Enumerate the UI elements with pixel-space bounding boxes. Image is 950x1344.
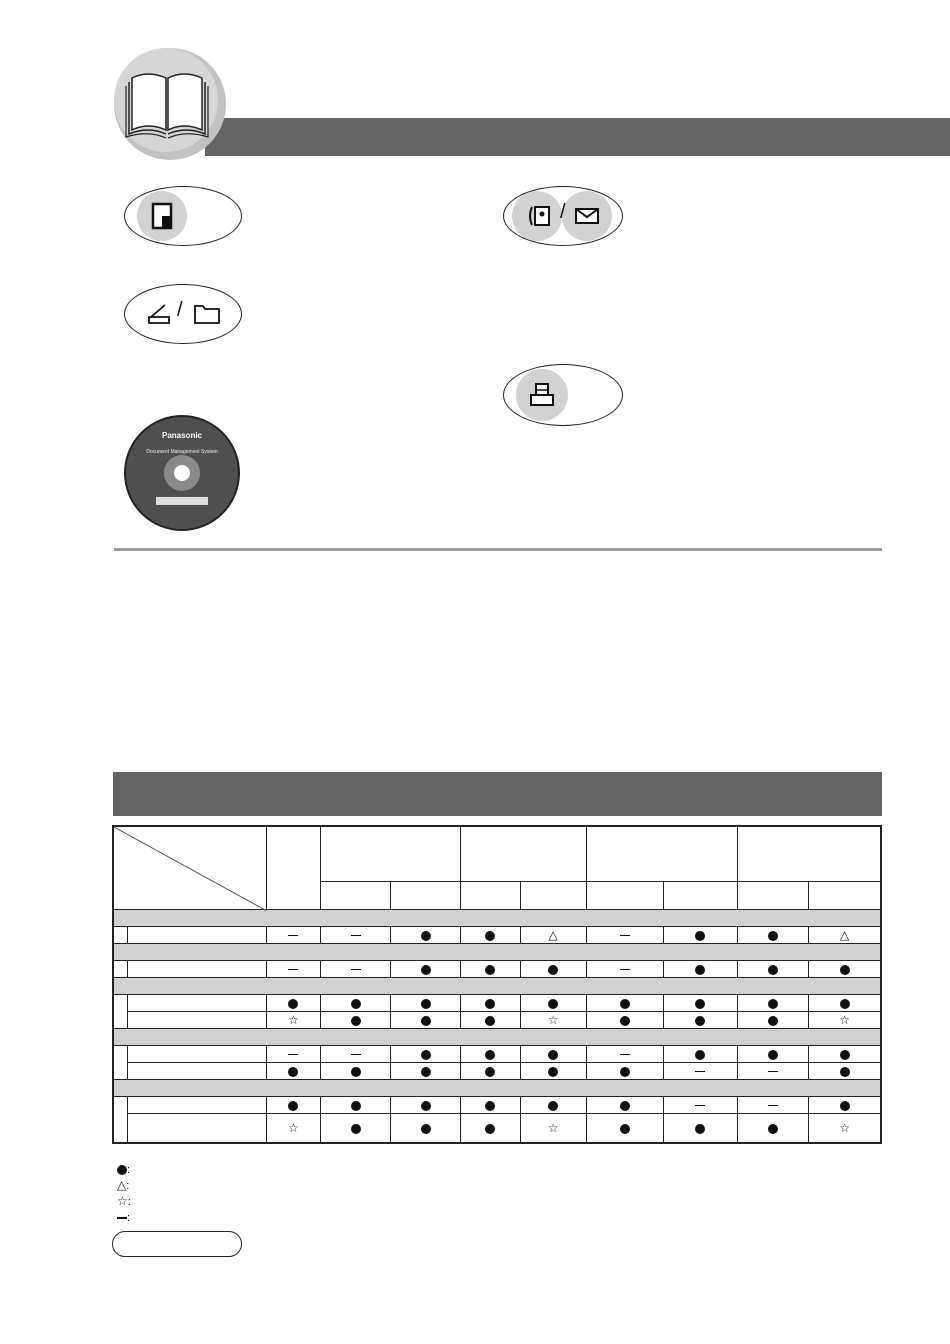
- subheader-cell: [738, 881, 809, 909]
- value-cell: [461, 994, 520, 1011]
- filled-circle-mark: [485, 965, 495, 975]
- value-cell: [321, 1096, 391, 1113]
- filled-circle-mark: [351, 1016, 361, 1026]
- corner-header-cell: [113, 826, 266, 909]
- table-row: [113, 1113, 881, 1143]
- value-cell: [321, 994, 391, 1011]
- value-cell: [461, 960, 520, 977]
- table-row: [113, 1062, 881, 1079]
- value-cell: [266, 1062, 320, 1079]
- dash-mark: [351, 969, 361, 971]
- note-oval: [112, 1231, 242, 1257]
- row-label-cell: [127, 926, 266, 943]
- value-cell: [321, 926, 391, 943]
- subheader-cell: [461, 881, 520, 909]
- filled-circle-mark: [620, 1067, 630, 1077]
- legend-colon: :: [127, 1164, 131, 1176]
- cd-rom-image: [124, 415, 240, 531]
- value-cell: [663, 1113, 737, 1143]
- printer-icon: [528, 381, 556, 409]
- row-label-cell: [127, 960, 266, 977]
- legend-item: [117, 1179, 129, 1194]
- copy-function-oval: [124, 186, 242, 246]
- dash-mark: [620, 1054, 630, 1056]
- value-cell: [738, 1011, 809, 1028]
- value-cell: [461, 1011, 520, 1028]
- table-row: [113, 1096, 881, 1113]
- value-cell: [586, 994, 663, 1011]
- filled-circle-mark: [695, 1016, 705, 1026]
- filled-circle-mark: [485, 1067, 495, 1077]
- dash-mark: [351, 1054, 361, 1056]
- dash-mark: [351, 935, 361, 937]
- dash-mark: [768, 1071, 778, 1073]
- group-header-cell: [113, 909, 881, 926]
- value-cell: [321, 1113, 391, 1143]
- table-group-row: [113, 977, 881, 994]
- chapter-header-bar: [205, 118, 950, 156]
- separator-line: [114, 548, 882, 551]
- dash-mark: [288, 969, 298, 971]
- value-cell: [266, 926, 320, 943]
- filled-circle-mark: [485, 1124, 495, 1134]
- filled-circle-mark: [421, 1050, 431, 1060]
- value-cell: [663, 926, 737, 943]
- value-cell: [586, 1096, 663, 1113]
- value-cell: [809, 1045, 881, 1062]
- value-cell: [520, 1045, 586, 1062]
- group-header-cell: [113, 977, 881, 994]
- filled-circle-mark: [421, 1124, 431, 1134]
- filled-circle-mark: [351, 1067, 361, 1077]
- filled-circle-mark: [351, 999, 361, 1009]
- row-label-cell: [127, 1011, 266, 1028]
- table-group-row: [113, 943, 881, 960]
- value-cell: [391, 926, 461, 943]
- filled-circle-mark: [768, 1124, 778, 1134]
- subheader-cell: [321, 881, 391, 909]
- value-cell: [738, 960, 809, 977]
- value-cell: [663, 1096, 737, 1113]
- value-cell: [809, 1062, 881, 1079]
- table-group-row: [113, 909, 881, 926]
- triangle-mark: △: [548, 928, 558, 942]
- cd-brand-label: Panasonic: [161, 431, 202, 440]
- value-cell: [391, 1011, 461, 1028]
- value-cell: [586, 1045, 663, 1062]
- star-mark: ☆: [839, 1121, 850, 1136]
- dash-mark: [695, 1105, 705, 1107]
- value-cell: [321, 1045, 391, 1062]
- scanner-icon: [147, 303, 173, 327]
- filled-circle-mark: [351, 1124, 361, 1134]
- filled-circle-mark: [620, 1016, 630, 1026]
- value-cell: [266, 1011, 320, 1028]
- filled-circle-mark: [768, 931, 778, 941]
- header-cell: [321, 826, 461, 881]
- value-cell: [266, 1113, 320, 1143]
- filled-circle-mark: [485, 1016, 495, 1026]
- value-cell: [461, 1045, 520, 1062]
- table-row: [113, 960, 881, 977]
- value-cell: [391, 1113, 461, 1143]
- filled-circle-mark: [620, 999, 630, 1009]
- value-cell: [461, 1062, 520, 1079]
- table-header-row: [113, 826, 881, 881]
- value-cell: [809, 926, 881, 943]
- document-icon: [151, 202, 173, 230]
- value-cell: [663, 994, 737, 1011]
- value-cell: [321, 960, 391, 977]
- slash-separator: /: [560, 201, 566, 223]
- dash-mark: [620, 969, 630, 971]
- triangle-mark: △: [117, 1178, 127, 1192]
- value-cell: [586, 960, 663, 977]
- table-row: [113, 994, 881, 1011]
- filled-circle-mark: [117, 1165, 127, 1175]
- value-cell: [586, 926, 663, 943]
- value-cell: [586, 1113, 663, 1143]
- filled-circle-mark: [840, 965, 850, 975]
- legend-colon: :: [127, 1212, 131, 1224]
- value-cell: [520, 1096, 586, 1113]
- filled-circle-mark: [840, 1050, 850, 1060]
- dash-mark: [768, 1105, 778, 1107]
- group-header-cell: [113, 1028, 881, 1045]
- value-cell: [663, 1011, 737, 1028]
- value-cell: [391, 1062, 461, 1079]
- slash-separator: /: [177, 299, 183, 321]
- legend-colon: :: [127, 1196, 131, 1208]
- value-cell: [520, 960, 586, 977]
- value-cell: [391, 994, 461, 1011]
- value-cell: [461, 1113, 520, 1143]
- filled-circle-mark: [620, 1124, 630, 1134]
- filled-circle-mark: [421, 999, 431, 1009]
- filled-circle-mark: [421, 931, 431, 941]
- folder-icon: [193, 302, 221, 326]
- filled-circle-mark: [695, 965, 705, 975]
- value-cell: [266, 1045, 320, 1062]
- filled-circle-mark: [351, 1101, 361, 1111]
- filled-circle-mark: [288, 999, 298, 1009]
- header-cell: [266, 826, 320, 909]
- value-cell: [520, 1113, 586, 1143]
- row-label-cell: [127, 1062, 266, 1079]
- value-cell: [586, 1011, 663, 1028]
- value-cell: [391, 1045, 461, 1062]
- value-cell: [586, 1062, 663, 1079]
- value-cell: [738, 1062, 809, 1079]
- row-label-cell: [127, 1113, 266, 1143]
- value-cell: [809, 1096, 881, 1113]
- star-mark: ☆: [547, 1013, 559, 1027]
- header-cell: [586, 826, 737, 881]
- scan-file-function-oval: [124, 284, 242, 344]
- star-mark: ☆: [288, 1121, 299, 1136]
- filled-circle-mark: [840, 1101, 850, 1111]
- indent-cell: [113, 926, 127, 943]
- subheader-cell: [391, 881, 461, 909]
- fax-icon: [526, 204, 552, 228]
- filled-circle-mark: [840, 999, 850, 1009]
- filled-circle-mark: [485, 1050, 495, 1060]
- value-cell: [520, 994, 586, 1011]
- filled-circle-mark: [288, 1067, 298, 1077]
- diagonal-line: [114, 827, 267, 911]
- star-mark: ☆: [288, 1013, 299, 1027]
- value-cell: [266, 960, 320, 977]
- value-cell: [520, 1062, 586, 1079]
- subheader-cell: [809, 881, 881, 909]
- indent-cell: [113, 1045, 127, 1079]
- filled-circle-mark: [421, 1067, 431, 1077]
- filled-circle-mark: [421, 965, 431, 975]
- filled-circle-mark: [768, 1050, 778, 1060]
- compatibility-table: [112, 825, 882, 1144]
- value-cell: [663, 1062, 737, 1079]
- indent-cell: [113, 994, 127, 1028]
- value-cell: [520, 926, 586, 943]
- table-group-row: [113, 1028, 881, 1045]
- row-label-cell: [127, 994, 266, 1011]
- star-mark: ☆: [117, 1194, 128, 1208]
- table-group-row: [113, 1079, 881, 1096]
- group-header-cell: [113, 943, 881, 960]
- indent-cell: [113, 960, 127, 977]
- filled-circle-mark: [695, 931, 705, 941]
- row-label-cell: [127, 1045, 266, 1062]
- filled-circle-mark: [548, 999, 558, 1009]
- filled-circle-mark: [768, 965, 778, 975]
- indent-cell: [113, 1096, 127, 1143]
- filled-circle-mark: [548, 1067, 558, 1077]
- table-row: [113, 1011, 881, 1028]
- filled-circle-mark: [421, 1016, 431, 1026]
- value-cell: [266, 1096, 320, 1113]
- header-cell: [461, 826, 586, 881]
- value-cell: [738, 926, 809, 943]
- triangle-mark: △: [840, 928, 850, 942]
- filled-circle-mark: [548, 1050, 558, 1060]
- subheader-cell: [663, 881, 737, 909]
- filled-circle-mark: [485, 999, 495, 1009]
- filled-circle-mark: [695, 1050, 705, 1060]
- section-header-bar: [113, 772, 882, 816]
- legend-colon: :: [126, 1180, 130, 1192]
- value-cell: [391, 1096, 461, 1113]
- value-cell: [738, 1045, 809, 1062]
- value-cell: [321, 1011, 391, 1028]
- legend-item: [117, 1195, 131, 1210]
- filled-circle-mark: [695, 999, 705, 1009]
- value-cell: [461, 1096, 520, 1113]
- value-cell: [663, 960, 737, 977]
- book-badge: [114, 48, 226, 160]
- filled-circle-mark: [695, 1124, 705, 1134]
- filled-circle-mark: [485, 931, 495, 941]
- row-label-cell: [127, 1096, 266, 1113]
- value-cell: [809, 1113, 881, 1143]
- value-cell: [461, 926, 520, 943]
- filled-circle-mark: [421, 1101, 431, 1111]
- filled-circle-mark: [768, 999, 778, 1009]
- dash-mark: [620, 935, 630, 937]
- value-cell: [663, 1045, 737, 1062]
- value-cell: [738, 994, 809, 1011]
- value-cell: [738, 1113, 809, 1143]
- dash-mark: [288, 935, 298, 937]
- value-cell: [321, 1062, 391, 1079]
- star-mark: ☆: [839, 1013, 850, 1027]
- value-cell: [809, 1011, 881, 1028]
- dash-mark: [288, 1054, 298, 1056]
- print-function-oval: [503, 364, 623, 426]
- cd-subtitle-label: Document Management System: [146, 449, 218, 455]
- filled-circle-mark: [768, 1016, 778, 1026]
- filled-circle-mark: [548, 1101, 558, 1111]
- filled-circle-mark: [485, 1101, 495, 1111]
- dash-mark: [117, 1217, 127, 1219]
- value-cell: [391, 960, 461, 977]
- envelope-icon: [574, 207, 600, 225]
- subheader-cell: [586, 881, 663, 909]
- fax-email-function-oval: [503, 186, 623, 246]
- value-cell: [738, 1096, 809, 1113]
- header-cell: [738, 826, 881, 881]
- star-mark: ☆: [547, 1121, 559, 1136]
- filled-circle-mark: [620, 1101, 630, 1111]
- legend-item: [117, 1211, 130, 1226]
- filled-circle-mark: [840, 1067, 850, 1077]
- filled-circle-mark: [288, 1101, 298, 1111]
- value-cell: [520, 1011, 586, 1028]
- filled-circle-mark: [548, 965, 558, 975]
- group-header-cell: [113, 1079, 881, 1096]
- subheader-cell: [520, 881, 586, 909]
- value-cell: [266, 994, 320, 1011]
- legend-item: [117, 1163, 130, 1178]
- open-book-icon: [124, 60, 210, 140]
- table-row: [113, 926, 881, 943]
- value-cell: [809, 960, 881, 977]
- table-row: [113, 1045, 881, 1062]
- value-cell: [809, 994, 881, 1011]
- dash-mark: [695, 1071, 705, 1073]
